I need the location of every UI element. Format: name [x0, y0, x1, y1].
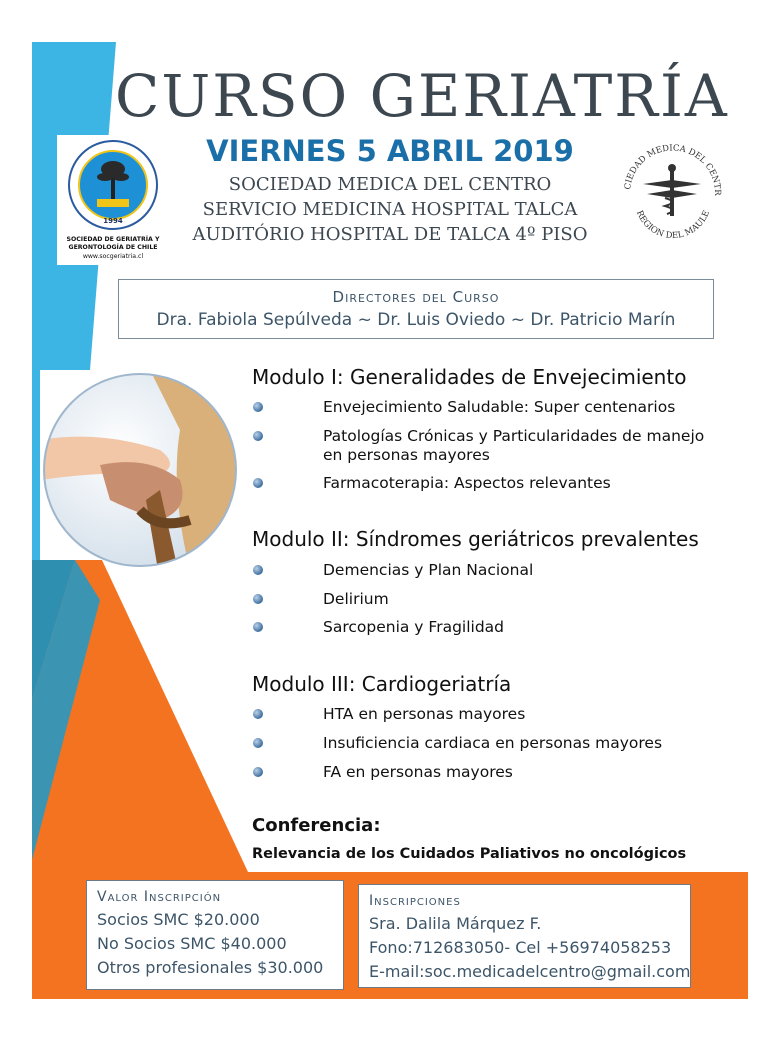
sociedad-geriatria-logo [57, 135, 170, 265]
module-2-item: Sarcopenia y Fragilidad [323, 618, 504, 636]
svg-text:GERONTOLOGÍA DE CHILE: GERONTOLOGÍA DE CHILE [68, 244, 158, 251]
directors-names: Dra. Fabiola Sepúlveda ~ Dr. Luis Oviedo ~ Dr. Patricio Marín [156, 310, 676, 330]
elderly-hands-photo [40, 370, 240, 570]
contact-email: E-mail:soc.medicadelcentro@gmail.com [369, 962, 691, 981]
price-line: Socios SMC $20.000 [97, 910, 260, 929]
contact-phone: Fono:712683050- Cel +56974058253 [369, 938, 672, 957]
bullet-icon [253, 565, 263, 575]
registration-title: Inscripciones [369, 893, 461, 909]
module-2-title: Modulo II: Síndromes geriátricos prevalentes [252, 527, 699, 551]
price-title: Valor Inscripción [97, 889, 222, 905]
svg-text:REGION DEL MAULE: REGION DEL MAULE [633, 209, 713, 242]
bullet-icon [253, 478, 263, 488]
bullet-icon [253, 622, 263, 632]
svg-text:www.socgeriatria.cl: www.socgeriatria.cl [82, 253, 144, 260]
conference-title: Conferencia: [252, 815, 381, 836]
bullet-icon [253, 402, 263, 412]
module-3-item: FA en personas mayores [323, 763, 513, 781]
directors-box [118, 279, 714, 339]
module-1-item: Farmacoterapia: Aspectos relevantes [323, 474, 611, 492]
bullet-icon [253, 767, 263, 777]
svg-text:1994: 1994 [103, 217, 123, 225]
venue-line: AUDITÓRIO HOSPITAL DE TALCA 4º PISO [192, 224, 588, 245]
price-box [86, 880, 344, 990]
directors-title: Directores del Curso [332, 288, 500, 306]
page-title: CURSO GERIATRÍA [115, 62, 729, 130]
registration-box [358, 884, 691, 988]
module-1-title: Modulo I: Generalidades de Envejecimiento [252, 365, 687, 389]
module-2-item: Delirium [323, 590, 389, 608]
price-line: Otros profesionales $30.000 [97, 958, 324, 977]
caduceus-seal-icon [615, 138, 730, 248]
module-2-item: Demencias y Plan Nacional [323, 561, 534, 579]
sociedad-medica-centro-logo [615, 138, 730, 248]
module-3-item: HTA en personas mayores [323, 705, 526, 723]
svg-text:SOCIEDAD DE GERIATRÍA Y: SOCIEDAD DE GERIATRÍA Y [66, 236, 160, 243]
bullet-icon [253, 709, 263, 719]
module-3-title: Modulo III: Cardiogeriatría [252, 672, 512, 696]
svg-text:SOCIEDAD MEDICA DEL CENTRO: CIEDAD MEDICA DEL CENTR [623, 143, 723, 196]
module-3-item: Insuficiencia cardiaca en personas mayores [323, 734, 663, 752]
price-line: No Socios SMC $40.000 [97, 934, 287, 953]
event-date: VIERNES 5 ABRIL 2019 [206, 134, 574, 168]
organizer-line: SOCIEDAD MEDICA DEL CENTRO [228, 174, 552, 195]
module-1-item: Patologías Crónicas y Particularidades de manejo en personas mayores [323, 427, 705, 464]
bullet-icon [253, 431, 263, 441]
contact-name: Sra. Dalila Márquez F. [369, 914, 542, 933]
geriatria-seal-icon [57, 135, 170, 265]
bullet-icon [253, 594, 263, 604]
conference-text: Relevancia de los Cuidados Paliativos no oncológicos [252, 846, 687, 862]
service-line: SERVICIO MEDICINA HOSPITAL TALCA [202, 199, 578, 220]
module-1-item: Envejecimiento Saludable: Super centenarios [323, 398, 676, 416]
bullet-icon [253, 738, 263, 748]
